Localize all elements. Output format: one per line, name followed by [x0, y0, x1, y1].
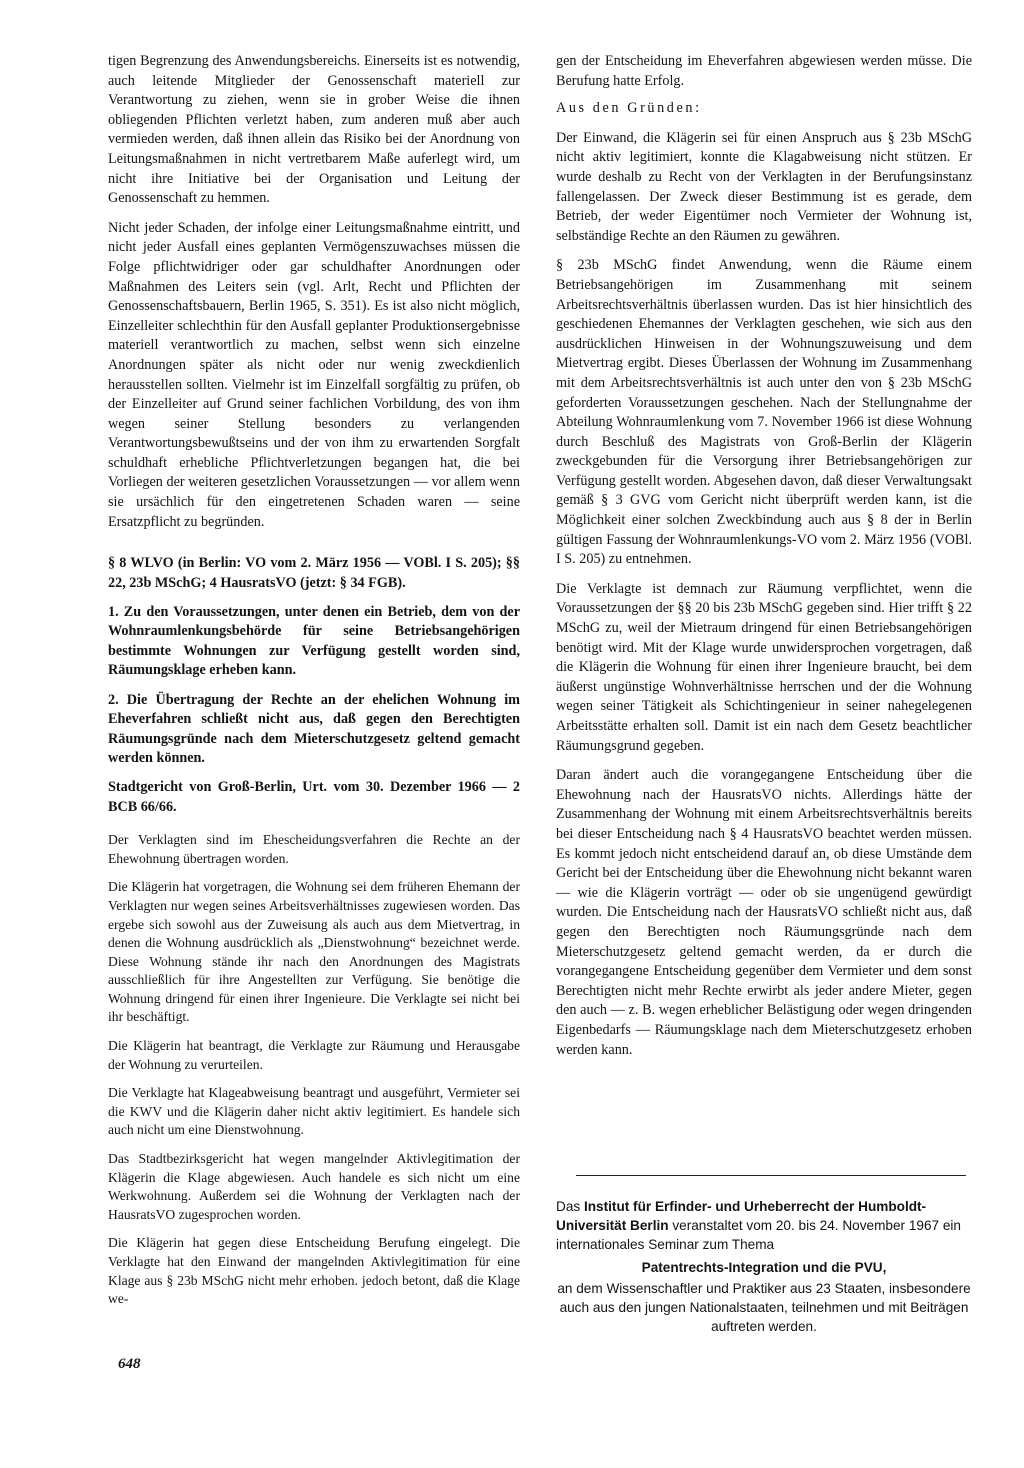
paragraph: Die Verklagte hat Klageabweisung beantragt und ausgeführt, Vermieter sei die KWV und die Klägerin daher nicht aktiv legitimiert. Es handele sich auch nicht um eine Dienstwohnung. [108, 1085, 520, 1138]
facts-text [108, 831, 520, 1309]
paragraph: Die Verklagte ist demnach zur Räumung verpflichtet, wenn die Voraussetzungen der §§ 20 bis 23b MSchG gegeben sind. Hier trifft § 22 MSchG zu, weil der Mietraum dringend für einen Betriebsangehörigen benötigt wird. Mit der Klage wurde unwidersprochen vorgetragen, daß die Klägerin die Wohnung für einen ihrer Ingenieure braucht, bei dem äußerst ungünstige Wohnverhältnisse herrschen und der die Wohnung wegen seiner Tätigkeit als Schichtingenieur in seiner nahegelegenen Arbeitsstätte erhalten soll. Damit ist ein nach dem Gesetz beachtlicher Räumungsgrund gegeben. [556, 580, 972, 754]
headnote-2: 2. Die Übertragung der Rechte an der ehelichen Wohnung im Eheverfahren schließt nicht aus, daß gegen den Berechtigten Räumungsgründe nach dem Mieterschutzgesetz geltend gemacht werden können. [108, 691, 520, 766]
paragraph: Die Klägerin hat vorgetragen, die Wohnung sei dem früheren Ehemann der Verklagten nur wegen seines Arbeitsverhältnisses zugewiesen worden. Das ergebe sich sowohl aus der Zuweisung als auch aus dem Mietvertrag, in denen die Wohnung ausdrücklich als „Dienstwohnung“ bezeichnet werde. Diese Wohnung stände ihr nach den Anordnungen des Magistrats ausschließlich für ihre Angestellten zur Verfügung. Sie benötige die Wohnung dringend für einen ihrer Ingenieure. Die Verklagte sei nicht bei ihr beschäftigt. [108, 879, 520, 1025]
left-column [108, 52, 520, 1309]
notice-intro [556, 1197, 972, 1254]
notice-word: Das [556, 1199, 581, 1214]
statute-heading: § 8 WLVO (in Berlin: VO vom 2. März 1956 — VOBl. I S. 205); §§ 22, 23b MSchG; 4 HausratsVO (jetzt: § 34 FGB). [108, 555, 520, 591]
paragraph: tigen Begrenzung des Anwendungsbereichs. Einerseits ist es notwendig, auch leitende Mitglieder der Genossenschaft materiell zur Verantwortung zu ziehen, wenn sie in grober Weise die ihnen obliegenden Pflichten verletzt haben, zum anderen muß aber auch vermieden werden, daß ihnen allein das Risiko bei der Anordnung von Leitungsmaßnahmen in nicht vertretbarem Maße auferlegt wird, um nicht ihre Initiative bei der Organisation und Leitung der Genossenschaft zu hemmen. [108, 53, 520, 207]
paragraph: Nicht jeder Schaden, der infolge einer Leitungsmaßnahme eintritt, und nicht jeder Ausfall eines geplanten Vermögenszuwachses müssen die Folge pflichtwidriger oder gar schuldhafter Anordnungen oder Maßnahmen des Leiters sein (vgl. Arlt, Recht und Pflichten der Genossenschaftsbauern, Berlin 1965, S. 351). Es ist also nicht möglich, Einzelleiter schlechthin für den Ausfall geplanter Produktionsergebnisse materiell verantwortlich zu machen, selbst wenn sich einzelne Anordnungen später als nicht oder nur wenig zweckdienlich herausstellen sollten. Vielmehr ist im Einzelfall sorgfältig zu prüfen, ob der Einzelleiter auf Grund seiner fachlichen Vorbildung, des von ihm wegen seiner Stellung besonders zu verlangenden Verantwortungsbewußtseins und der von ihm zu erwartenden Sorgfalt schuldhaft erhebliche Pflichtverletzungen begangen hat, die bei Vorliegen der weiteren gesetzlichen Voraussetzungen — vor allem wenn sie ursächlich für den eingetretenen Schaden waren — seine Ersatzpflicht zu begründen. [108, 219, 520, 530]
notice-tail: an dem Wissenschaftler und Praktiker aus 23 Staaten, insbesondere auch aus den jungen Nationalstaaten, teilnehmen und mit Beiträgen auftreten werden. [557, 1281, 971, 1334]
paragraph: Die Klägerin hat gegen diese Entscheidung Berufung eingelegt. Die Verklagte hat den Einwand der mangelnden Aktivlegitimation für eine Klage aus § 23b MSchG nicht mehr erhoben. jedoch betont, daß die Klage we- [108, 1235, 520, 1307]
court-citation: Stadtgericht von Groß-Berlin, Urt. vom 30. Dezember 1966 — 2 BCB 66/66. [108, 779, 520, 815]
headnote-1: 1. Zu den Voraussetzungen, unter denen ein Betrieb, dem von der Wohnraumlenkungsbehörde für seine Betriebsangehörigen bestimmte Wohnungen zur Verfügung gestellt worden sind, Räumungsklage erheben kann. [108, 604, 520, 679]
notice-event: veranstaltet vom 20. bis 24. November 1967 ein internationales Seminar zum Thema [556, 1218, 961, 1252]
reasons-heading: Aus den Gründen: [556, 100, 702, 117]
paragraph: Die Klägerin hat beantragt, die Verklagte zur Räumung und Herausgabe der Wohnung zu verurteilen. [108, 1038, 520, 1072]
paragraph: Der Verklagten sind im Ehescheidungsverfahren die Rechte an der Ehewohnung übertragen worden. [108, 832, 520, 866]
paragraph: Daran ändert auch die vorangegangene Entscheidung über die Ehewohnung nach der HausratsVO nichts. Allerdings hätte der Zusammenhang der Wohnung mit einem Arbeitsrechtsverhältnis bereits bei dieser Entscheidung nach § 4 HausratsVO beachtet werden müssen. Es kommt jedoch nicht entscheidend darauf an, ob diese Umstände dem Gericht bei der Entscheidung über die Ehewohnung nicht bekannt waren — wie die Klägerin vorträgt — oder ob sie ungenügend gewürdigt wurden. Die Entscheidung nach der HausratsVO schließt nicht aus, daß gegen den Berechtigten noch Räumungsgründe nach dem Mieterschutzgesetz geltend gemacht werden, da er durch die vorangegangene Entscheidung gegenüber dem Vermieter und dem sonst Berechtigten nicht mehr Rechte erwirbt als jeder andere Mieter, gegen den auch — z. B. wegen erheblicher Belästigung oder wegen dringenden Eigenbedarfs — Räumungsklage nach dem Mieterschutzgesetz erhoben werden kann. [556, 767, 972, 1058]
right-column [556, 52, 972, 1060]
notice-institute: Institut für Erfinder- und Urheberrecht der Humboldt-Universität Berlin [556, 1199, 927, 1233]
paragraph: Das Stadtbezirksgericht hat wegen mangelnder Aktivlegitimation der Klägerin die Klage abgewiesen. Auch handele es sich nicht um eine Werkwohnung. Außerdem sei die Wohnung der Verklagten nach der HausratsVO zugesprochen worden. [108, 1151, 520, 1222]
left-intro-text [108, 52, 520, 532]
continuation-paragraph: gen der Entscheidung im Eheverfahren abgewiesen werden müsse. Die Berufung hatte Erfolg. [556, 53, 972, 89]
right-column-text [556, 52, 972, 1060]
page-number: 648 [118, 1356, 141, 1372]
section-divider [576, 1175, 966, 1176]
seminar-notice [556, 1197, 972, 1336]
notice-topic: Patentrechts-Integration und die PVU, [641, 1260, 887, 1275]
paragraph: § 23b MSchG findet Anwendung, wenn die Räume einem Betriebsangehörigen im Zusammenhang mit seinem Arbeitsrechtsverhältnis überlassen wurden. Das ist hier hinsichtlich des geschiedenen Ehemannes der Verklagten geschehen, wie sich aus den ausdrücklichen Hinweisen in der Wohnungszuweisung und dem Mietvertrag ergibt. Dieses Überlassen der Wohnung im Zusammenhang mit dem Arbeitsrechtsverhältnis ist auch unter den von § 23b MSchG geforderten Voraussetzungen geschehen. Nach der Stellungnahme der Abteilung Wohnraumlenkung vom 7. November 1966 ist diese Wohnung durch Beschluß des Magistrats von Groß-Berlin der Klägerin zweckgebunden für die Versorgung ihrer Betriebsangehörigen zur Verfügung gestellt worden. Abgesehen davon, daß dieser Verwaltungsakt gemäß § 3 GVG vom Gericht nicht überprüft werden kann, ist die Möglichkeit einer solchen Zweckbindung auch aus § 8 der in Berlin gültigen Fassung der Wohnraumlenkungs-VO vom 2. März 1956 (VOBl. I S. 205) zu entnehmen. [556, 257, 972, 568]
paragraph: Der Einwand, die Klägerin sei für einen Anspruch aus § 23b MSchG nicht aktiv legitimiert, konnte die Klagabweisung nicht stützen. Er wurde deshalb zu Recht von der Verklagten in der Berufungsinstanz fallengelassen. Der Zweck dieser Bestimmung ist es gerade, dem Betrieb, der weder Eigentümer noch Vermieter der Wohnung ist, selbständige Rechte an den Räumen zu gewähren. [556, 129, 972, 244]
